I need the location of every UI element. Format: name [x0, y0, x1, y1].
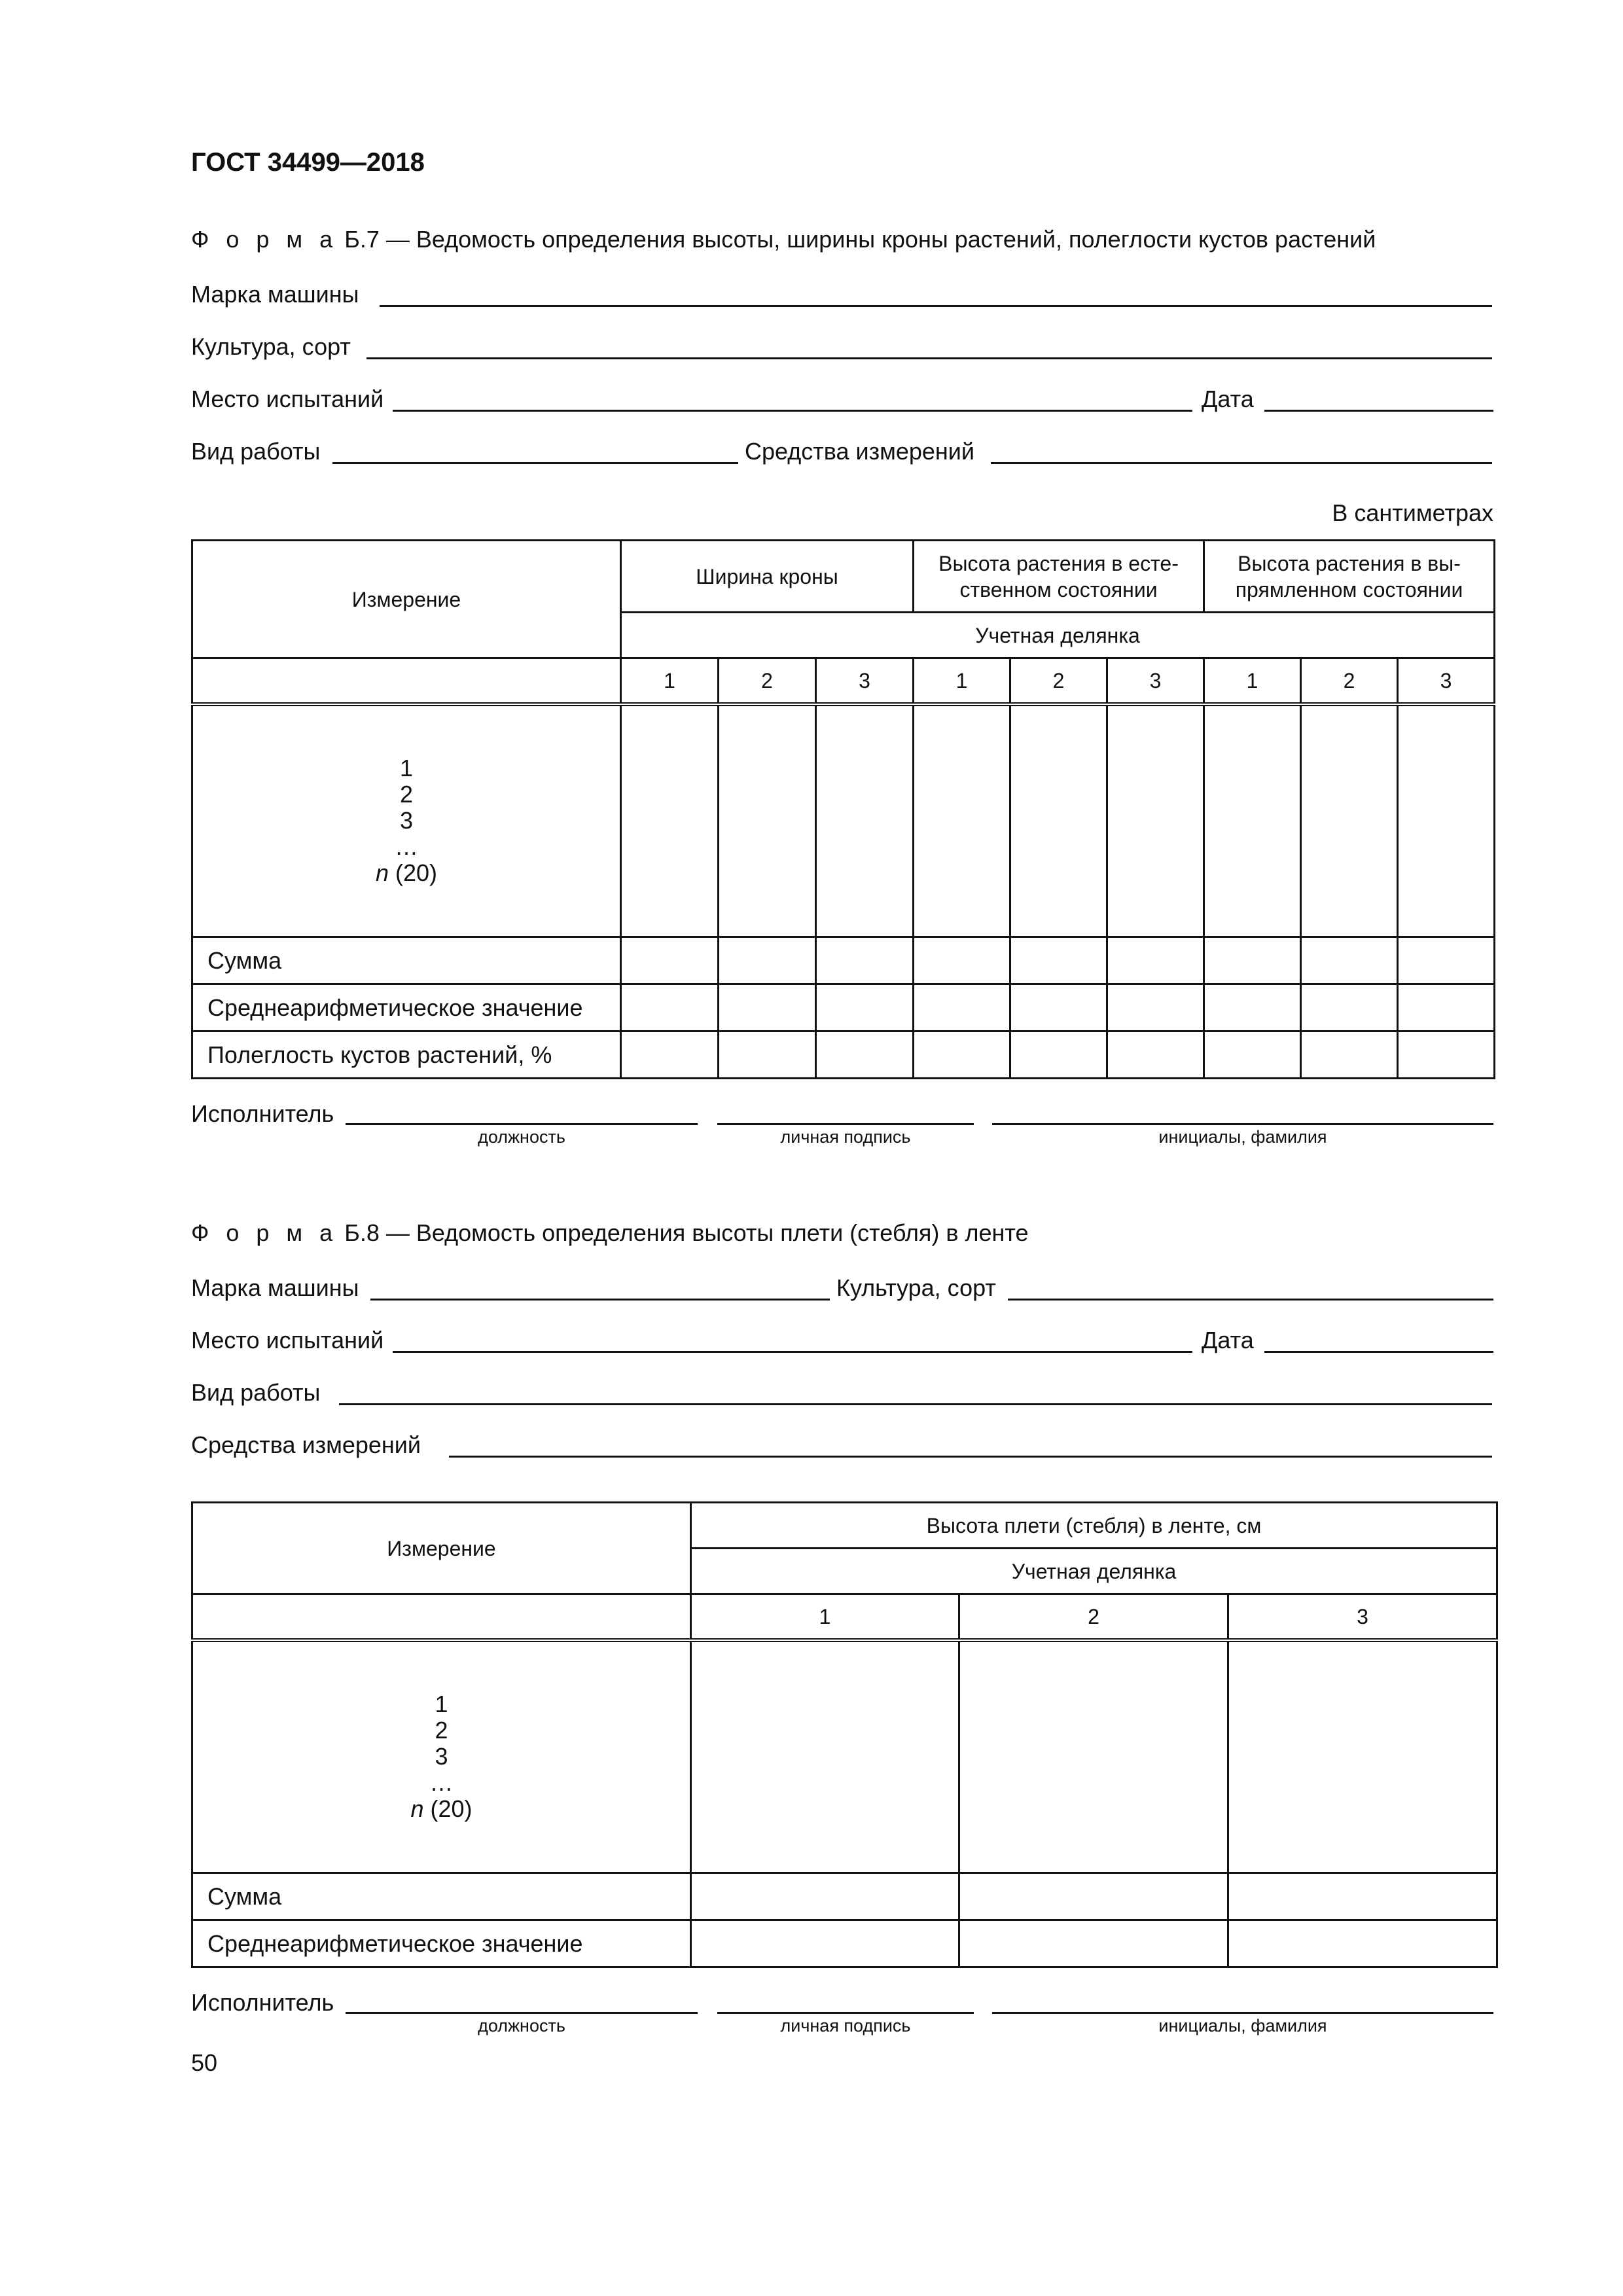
form7-cell[interactable]: [1398, 1031, 1495, 1079]
form7-position-caption: должность: [478, 1127, 565, 1147]
form7-title-rest: Б.7 — Ведомость определения высоты, ширины кроны растений, полеглости кустов растений: [344, 226, 1376, 253]
form8-table: [191, 1501, 1498, 1968]
form7-sub-3: 3: [816, 658, 914, 704]
form7-meas-3: 3: [399, 807, 414, 834]
form7-cell[interactable]: [1204, 984, 1301, 1031]
form8-meas-n-var: n: [410, 1795, 424, 1823]
form7-row-sum: Сумма: [192, 937, 621, 984]
form7-cell[interactable]: [816, 937, 914, 984]
form8-machine-field[interactable]: [370, 1299, 830, 1300]
form8-row-mean: Среднеарифметическое значение: [192, 1920, 691, 1967]
form7-sub-5: 2: [1010, 658, 1107, 704]
form7-cell[interactable]: [1301, 1031, 1398, 1079]
form7-cell[interactable]: [1398, 984, 1495, 1031]
form7-meas-n-count: (20): [389, 859, 438, 887]
form7-cell[interactable]: [816, 1031, 914, 1079]
form8-title: [191, 1219, 1029, 1247]
form7-cell[interactable]: [1398, 937, 1495, 984]
form7-cell[interactable]: [914, 984, 1010, 1031]
form7-machine-label: Марка машины: [191, 281, 359, 308]
form7-cell[interactable]: [1107, 984, 1204, 1031]
form7-position-field[interactable]: [346, 1123, 698, 1125]
form7-sub-6: 3: [1107, 658, 1204, 704]
form7-work-label: Вид работы: [191, 438, 321, 465]
form7-cell[interactable]: [1204, 704, 1301, 937]
form8-col-stem-height: Высота плети (стебля) в ленте, см: [691, 1503, 1497, 1549]
form7-cell[interactable]: [621, 937, 719, 984]
form7-cell[interactable]: [1010, 704, 1107, 937]
form7-cell[interactable]: [1107, 1031, 1204, 1079]
form7-cell[interactable]: [816, 704, 914, 937]
form8-sign-caption: личная подпись: [780, 2016, 911, 2036]
form7-cell[interactable]: [719, 937, 816, 984]
form8-work-label: Вид работы: [191, 1379, 321, 1406]
form7-cell[interactable]: [816, 984, 914, 1031]
form8-meas-n-count: (20): [423, 1795, 473, 1823]
form8-cell[interactable]: [691, 1640, 959, 1873]
form8-work-field[interactable]: [339, 1403, 1492, 1405]
page-number: 50: [191, 2049, 218, 2076]
form7-sub-7: 1: [1204, 658, 1301, 704]
form7-title-prefix: Ф о р м а: [191, 226, 338, 253]
form7-name-caption: инициалы, фамилия: [1158, 1127, 1327, 1147]
form7-title: [191, 225, 1376, 254]
form8-crop-label: Культура, сорт: [836, 1274, 996, 1301]
form7-tools-field[interactable]: [991, 462, 1492, 464]
form8-col-plot: Учетная делянка: [691, 1549, 1497, 1594]
form8-title-rest: Б.8 — Ведомость определения высоты плети (стебля) в ленте: [344, 1219, 1029, 1246]
form7-meas-n: [376, 860, 437, 886]
form7-cell[interactable]: [621, 984, 719, 1031]
form8-cell[interactable]: [691, 1873, 959, 1920]
form7-blank-header: [192, 658, 621, 704]
form7-meas-n-var: n: [375, 859, 389, 887]
form7-cell[interactable]: [1010, 984, 1107, 1031]
form7-crop-field[interactable]: [366, 357, 1492, 359]
form8-tools-field[interactable]: [449, 1456, 1492, 1458]
form8-machine-label: Марка машины: [191, 1274, 359, 1301]
form8-sub-3: 3: [1228, 1594, 1497, 1640]
form8-meas-n: [410, 1796, 472, 1822]
form8-sub-1: 1: [691, 1594, 959, 1640]
form8-col-measure: Измерение: [192, 1503, 691, 1594]
form7-col-height-straightened: Высота растения в вы- прямленном состоянии: [1204, 541, 1495, 613]
form8-cell[interactable]: [1228, 1920, 1497, 1967]
form7-meas-ellipsis: …: [395, 833, 418, 861]
form8-position-caption: должность: [478, 2016, 565, 2036]
form8-title-prefix: Ф о р м а: [191, 1219, 338, 1246]
form7-cell[interactable]: [1301, 984, 1398, 1031]
form7-crop-label: Культура, сорт: [191, 333, 351, 360]
form8-cell[interactable]: [1228, 1873, 1497, 1920]
form7-cell[interactable]: [719, 704, 816, 937]
form7-work-field[interactable]: [332, 462, 738, 464]
form7-place-label: Место испытаний: [191, 386, 384, 412]
form7-units-note: В сантиметрах: [1332, 499, 1493, 526]
form8-crop-field[interactable]: [1008, 1299, 1493, 1300]
form8-performer-label: Исполнитель: [191, 1989, 334, 2016]
form7-cell[interactable]: [1107, 704, 1204, 937]
form7-col-plot: Учетная делянка: [621, 613, 1495, 658]
form8-meas-3: 3: [435, 1743, 448, 1770]
form7-cell[interactable]: [1301, 704, 1398, 937]
form8-date-label: Дата: [1202, 1327, 1254, 1354]
form8-position-field[interactable]: [346, 2012, 698, 2014]
form7-cell[interactable]: [1107, 937, 1204, 984]
form7-sign-field[interactable]: [717, 1123, 974, 1125]
form8-name-caption: инициалы, фамилия: [1158, 2016, 1327, 2036]
form7-cell[interactable]: [914, 704, 1010, 937]
form7-measurements-cell: [192, 704, 621, 937]
form7-name-field[interactable]: [992, 1123, 1493, 1125]
form7-cell[interactable]: [1398, 704, 1495, 937]
form8-meas-1: 1: [435, 1691, 448, 1718]
form7-col-crown-width: Ширина кроны: [621, 541, 914, 613]
form7-sub-8: 2: [1301, 658, 1398, 704]
form7-col-measure: Измерение: [192, 541, 621, 658]
form8-cell[interactable]: [959, 1920, 1228, 1967]
form7-tools-label: Средства измерений: [745, 438, 975, 465]
form7-cell[interactable]: [1301, 937, 1398, 984]
form7-cell[interactable]: [1010, 937, 1107, 984]
form7-cell[interactable]: [1010, 1031, 1107, 1079]
form7-place-field[interactable]: [393, 410, 1192, 412]
form7-meas-1: 1: [399, 755, 414, 782]
form8-cell[interactable]: [691, 1920, 959, 1967]
form7-meas-2: 2: [399, 781, 414, 808]
form8-date-field[interactable]: [1264, 1351, 1493, 1353]
form7-machine-field[interactable]: [380, 305, 1492, 307]
form7-cell[interactable]: [914, 937, 1010, 984]
form7-date-field[interactable]: [1264, 410, 1493, 412]
form8-cell[interactable]: [959, 1640, 1228, 1873]
form7-sub-2: 2: [719, 658, 816, 704]
form8-blank-header: [192, 1594, 691, 1640]
form7-date-label: Дата: [1202, 386, 1254, 412]
form8-tools-label: Средства измерений: [191, 1431, 421, 1458]
form8-meas-2: 2: [435, 1717, 448, 1744]
form7-cell[interactable]: [621, 704, 719, 937]
form7-sub-4: 1: [914, 658, 1010, 704]
form7-col-height-natural: Высота растения в есте- ственном состоянии: [914, 541, 1204, 613]
form7-table: [191, 539, 1495, 1079]
document-code: ГОСТ 34499—2018: [191, 148, 425, 177]
form7-row-lodging: Полеглость кустов растений, %: [192, 1031, 621, 1079]
form7-cell[interactable]: [914, 1031, 1010, 1079]
form7-sub-1: 1: [621, 658, 719, 704]
form7-row-mean: Среднеарифметическое значение: [192, 984, 621, 1031]
form8-sub-2: 2: [959, 1594, 1228, 1640]
form7-sign-caption: личная подпись: [780, 1127, 911, 1147]
form8-cell[interactable]: [1228, 1640, 1497, 1873]
form7-cell[interactable]: [1204, 937, 1301, 984]
form8-place-field[interactable]: [393, 1351, 1192, 1353]
form8-meas-ellipsis: …: [429, 1769, 454, 1797]
form8-name-field[interactable]: [992, 2012, 1493, 2014]
form7-cell[interactable]: [621, 1031, 719, 1079]
form8-cell[interactable]: [959, 1873, 1228, 1920]
form7-cell[interactable]: [719, 984, 816, 1031]
form8-measurements-cell: [192, 1640, 691, 1873]
form8-row-sum: Сумма: [192, 1873, 691, 1920]
form7-cell[interactable]: [719, 1031, 816, 1079]
form7-sub-9: 3: [1398, 658, 1495, 704]
form8-place-label: Место испытаний: [191, 1327, 384, 1354]
form7-cell[interactable]: [1204, 1031, 1301, 1079]
form7-performer-label: Исполнитель: [191, 1100, 334, 1127]
form8-sign-field[interactable]: [717, 2012, 974, 2014]
